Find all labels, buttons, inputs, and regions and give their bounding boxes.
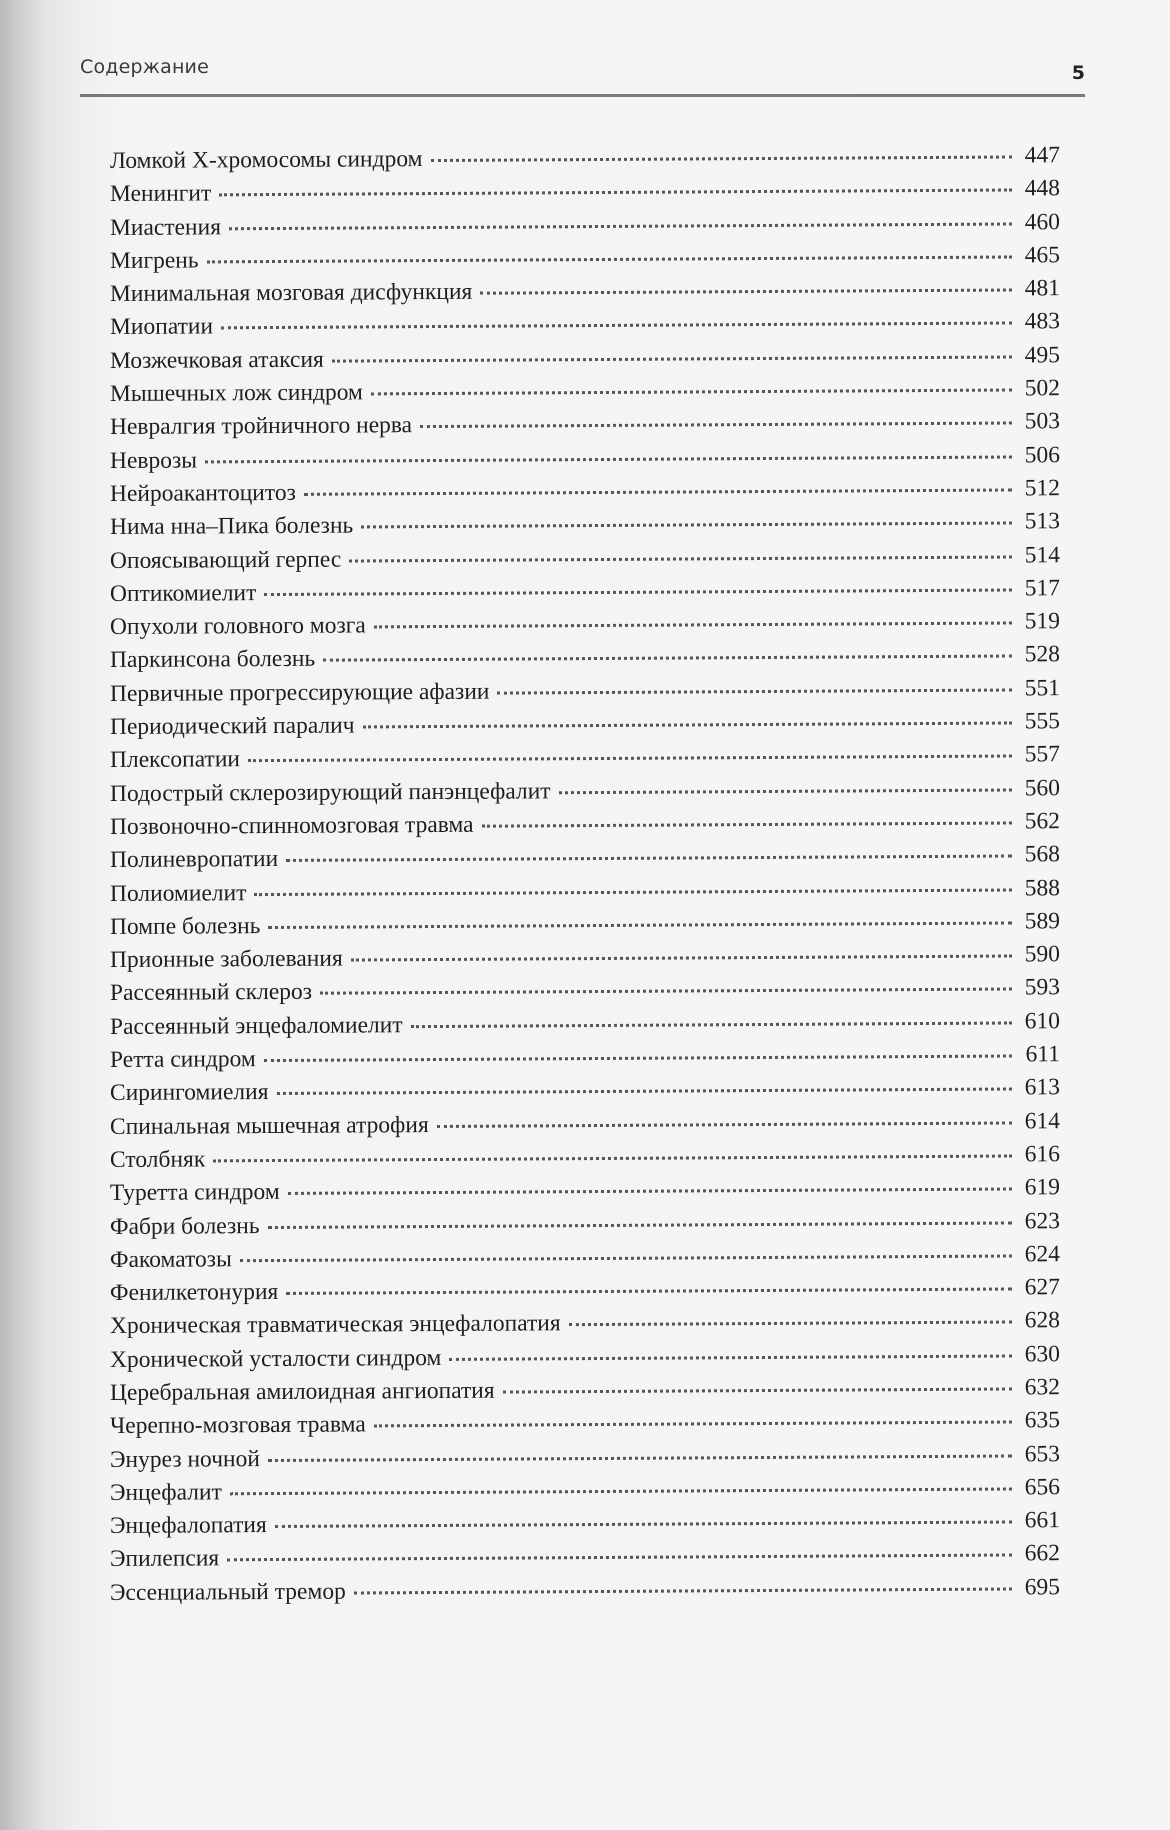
toc-entry-page: 495	[1024, 341, 1061, 369]
toc-entry-page: 656	[1024, 1474, 1061, 1501]
dot-leader	[332, 355, 1012, 362]
toc-entry-title: Эссенциальный тремор	[109, 1578, 346, 1606]
toc-entry-page: 619	[1024, 1174, 1061, 1201]
toc-entry-title: Нима нна–Пика болезнь	[109, 512, 354, 541]
toc-entry-page: 560	[1024, 774, 1061, 802]
toc-entry-title: Столбняк	[109, 1146, 206, 1173]
toc-entry-page: 519	[1024, 608, 1061, 635]
dot-leader	[227, 1554, 1012, 1562]
toc-entry-page: 512	[1024, 475, 1061, 502]
toc-entry-title: Оптикомиелит	[109, 579, 257, 607]
toc-entry	[110, 1308, 1060, 1347]
toc-entry-title: Энурез ночной	[109, 1445, 260, 1473]
toc-entry-title: Паркинсона болезнь	[109, 646, 316, 674]
toc-entry	[110, 1108, 1060, 1147]
toc-entry-title: Миопатии	[109, 313, 214, 341]
toc-entry-title: Полиомиелит	[109, 879, 247, 907]
dot-leader	[275, 1521, 1012, 1529]
dot-leader	[323, 655, 1012, 662]
toc-entry-page: 513	[1024, 508, 1061, 535]
toc-entry-page: 661	[1024, 1507, 1061, 1534]
toc-entry-page: 611	[1025, 1041, 1061, 1068]
toc-entry-title: Периодический паралич	[109, 712, 355, 741]
toc-entry-page: 568	[1024, 841, 1061, 868]
toc-entry	[110, 841, 1060, 880]
toc-entry	[110, 209, 1060, 248]
dot-leader	[449, 1354, 1012, 1360]
toc-entry-title: Спинальная мышечная атрофия	[109, 1111, 429, 1140]
toc-entry	[110, 1407, 1060, 1446]
toc-entry	[110, 1574, 1060, 1613]
toc-entry	[110, 1174, 1060, 1213]
dot-leader	[430, 155, 1012, 162]
toc-entry	[110, 175, 1060, 214]
dot-leader	[361, 522, 1012, 529]
dot-leader	[420, 422, 1012, 429]
toc-entry-title: Прионные заболевания	[109, 945, 343, 974]
toc-entry	[110, 542, 1060, 581]
toc-entry-title: Менингит	[109, 180, 212, 208]
dot-leader	[205, 455, 1012, 463]
dot-leader	[221, 322, 1012, 330]
toc-entry-title: Первичные прогрессирующие афазии	[109, 678, 490, 707]
toc-entry-page: 506	[1024, 441, 1061, 469]
toc-entry-title: Черепно-мозговая травма	[109, 1411, 366, 1440]
dot-leader	[264, 1055, 1012, 1063]
toc-entry-title: Хронической усталости синдром	[109, 1344, 442, 1373]
dot-leader	[569, 1321, 1012, 1327]
toc-entry-title: Опухоли головного мозга	[109, 612, 366, 641]
toc-entry-page: 528	[1024, 641, 1061, 668]
dot-leader	[374, 1421, 1012, 1428]
dot-leader	[288, 1188, 1012, 1195]
toc-entry-title: Мышечных лож синдром	[109, 379, 363, 408]
dot-leader	[503, 1387, 1012, 1393]
dot-leader	[304, 488, 1012, 495]
running-header	[80, 52, 1085, 102]
dot-leader	[411, 1021, 1012, 1028]
dot-leader	[240, 1254, 1012, 1262]
toc-entry	[110, 975, 1060, 1014]
toc-entry-title: Позвоночно-спинномозговая травма	[109, 811, 474, 840]
toc-entry-title: Мозжечковая атаксия	[109, 346, 324, 374]
dot-leader	[286, 1288, 1012, 1295]
toc-entry-page: 514	[1024, 541, 1061, 568]
toc-entry-page: 593	[1024, 974, 1061, 1001]
dot-leader	[374, 622, 1012, 629]
toc-entry-page: 502	[1024, 375, 1061, 402]
toc-entry-title: Церебральная амилоидная ангиопатия	[109, 1377, 495, 1406]
toc-entry-page: 551	[1024, 674, 1061, 702]
toc-entry-page: 616	[1024, 1141, 1061, 1168]
toc-entry-page: 503	[1024, 408, 1061, 435]
toc-entry-title: Опоясывающий герпес	[109, 546, 342, 574]
toc-entry-title: Хроническая травматическая энцефалопатия	[109, 1310, 561, 1340]
toc-entry-title: Ретта синдром	[109, 1046, 256, 1074]
dot-leader	[254, 888, 1012, 896]
toc-entry-page: 589	[1024, 908, 1061, 935]
toc-entry-title: Сирингомиелия	[109, 1079, 269, 1107]
dot-leader	[559, 788, 1012, 794]
toc-entry	[110, 508, 1060, 547]
toc-entry-page: 557	[1024, 741, 1061, 768]
toc-entry-page: 628	[1024, 1307, 1061, 1334]
toc-entry-page: 614	[1024, 1107, 1061, 1135]
dot-leader	[349, 555, 1012, 562]
toc-entry-title: Нейроакантоцитоз	[109, 479, 296, 507]
toc-entry-page: 662	[1024, 1540, 1061, 1567]
dot-leader	[276, 1088, 1012, 1095]
toc-entry-page: 483	[1024, 308, 1061, 335]
dot-leader	[264, 588, 1012, 596]
dot-leader	[437, 1121, 1012, 1128]
section-title: Содержание	[80, 56, 209, 78]
toc-entry	[110, 1075, 1060, 1114]
toc-entry	[110, 742, 1060, 781]
page-number: 5	[1071, 62, 1085, 84]
toc-entry-page: 465	[1024, 242, 1061, 269]
toc-entry-page: 481	[1024, 275, 1061, 302]
toc-entry-title: Рассеянный склероз	[109, 979, 313, 1007]
toc-entry-title: Фенилкетонурия	[109, 1279, 279, 1307]
dot-leader	[219, 189, 1012, 197]
toc-entry-page: 555	[1024, 708, 1061, 735]
toc-entry-page: 613	[1024, 1074, 1061, 1101]
toc-entry-title: Плексопатии	[109, 746, 241, 774]
dot-leader	[268, 921, 1012, 929]
dot-leader	[229, 222, 1012, 230]
dot-leader	[286, 855, 1012, 862]
dot-leader	[351, 955, 1012, 962]
toc-entry	[110, 309, 1060, 348]
dot-leader	[268, 1454, 1012, 1462]
toc-entry-title: Ломкой X-хромосомы синдром	[109, 146, 423, 174]
toc-entry	[110, 1541, 1060, 1580]
toc-entry-title: Энцефалит	[109, 1479, 222, 1506]
header-rule	[80, 94, 1085, 97]
toc-entry-page: 517	[1024, 575, 1061, 602]
toc-entry-page: 624	[1024, 1240, 1061, 1268]
dot-leader	[320, 988, 1012, 995]
dot-leader	[230, 1487, 1012, 1495]
dot-leader	[482, 821, 1012, 827]
toc-entry-title: Энцефалопатия	[109, 1512, 267, 1540]
dot-leader	[213, 1154, 1012, 1162]
toc-entry-title: Подострый склерозирующий панэнцефалит	[109, 777, 551, 807]
toc-entry-page: 632	[1024, 1374, 1061, 1401]
dot-leader	[207, 255, 1012, 263]
toc-entry-title: Минимальная мозговая дисфункция	[109, 278, 473, 308]
toc-entry-page: 630	[1024, 1340, 1061, 1368]
dot-leader	[480, 289, 1012, 295]
dot-leader	[354, 1587, 1012, 1594]
toc-entry-title: Туретта синдром	[109, 1179, 280, 1207]
toc-entry-title: Мигрень	[109, 247, 199, 274]
toc-entry-page: 588	[1024, 874, 1061, 901]
toc-entry-page: 460	[1024, 208, 1061, 236]
toc-entry-title: Факоматозы	[109, 1246, 232, 1273]
toc-entry-page: 635	[1024, 1407, 1061, 1434]
table-of-contents	[109, 142, 1061, 1613]
toc-entry-title: Невралгия тройничного нерва	[109, 412, 413, 441]
toc-entry-page: 627	[1024, 1274, 1061, 1301]
toc-entry-page: 448	[1024, 175, 1061, 202]
toc-entry	[110, 1208, 1060, 1247]
toc-entry-page: 610	[1024, 1007, 1061, 1035]
toc-entry	[110, 409, 1060, 448]
dot-leader	[363, 722, 1012, 729]
toc-entry-title: Эпилепсия	[109, 1545, 220, 1573]
dot-leader	[268, 1221, 1012, 1229]
dot-leader	[371, 389, 1012, 396]
dot-leader	[497, 688, 1012, 694]
toc-entry-title: Миастения	[109, 213, 222, 241]
toc-entry	[110, 642, 1060, 681]
toc-entry-page: 562	[1024, 808, 1061, 835]
dot-leader	[248, 755, 1012, 763]
toc-entry-title: Помпе болезнь	[109, 912, 261, 940]
toc-entry-title: Неврозы	[109, 447, 198, 474]
toc-entry-page: 695	[1024, 1573, 1061, 1601]
toc-entry-page: 623	[1024, 1207, 1061, 1234]
toc-entry-title: Рассеянный энцефаломиелит	[109, 1011, 403, 1040]
toc-entry-page: 447	[1024, 142, 1061, 169]
toc-entry	[110, 1441, 1060, 1480]
toc-entry-page: 653	[1024, 1440, 1061, 1467]
toc-entry-page: 590	[1024, 941, 1061, 968]
toc-entry-title: Фабри болезнь	[109, 1212, 260, 1240]
toc-entry	[110, 875, 1060, 914]
toc-entry-title: Полиневропатии	[109, 846, 279, 874]
